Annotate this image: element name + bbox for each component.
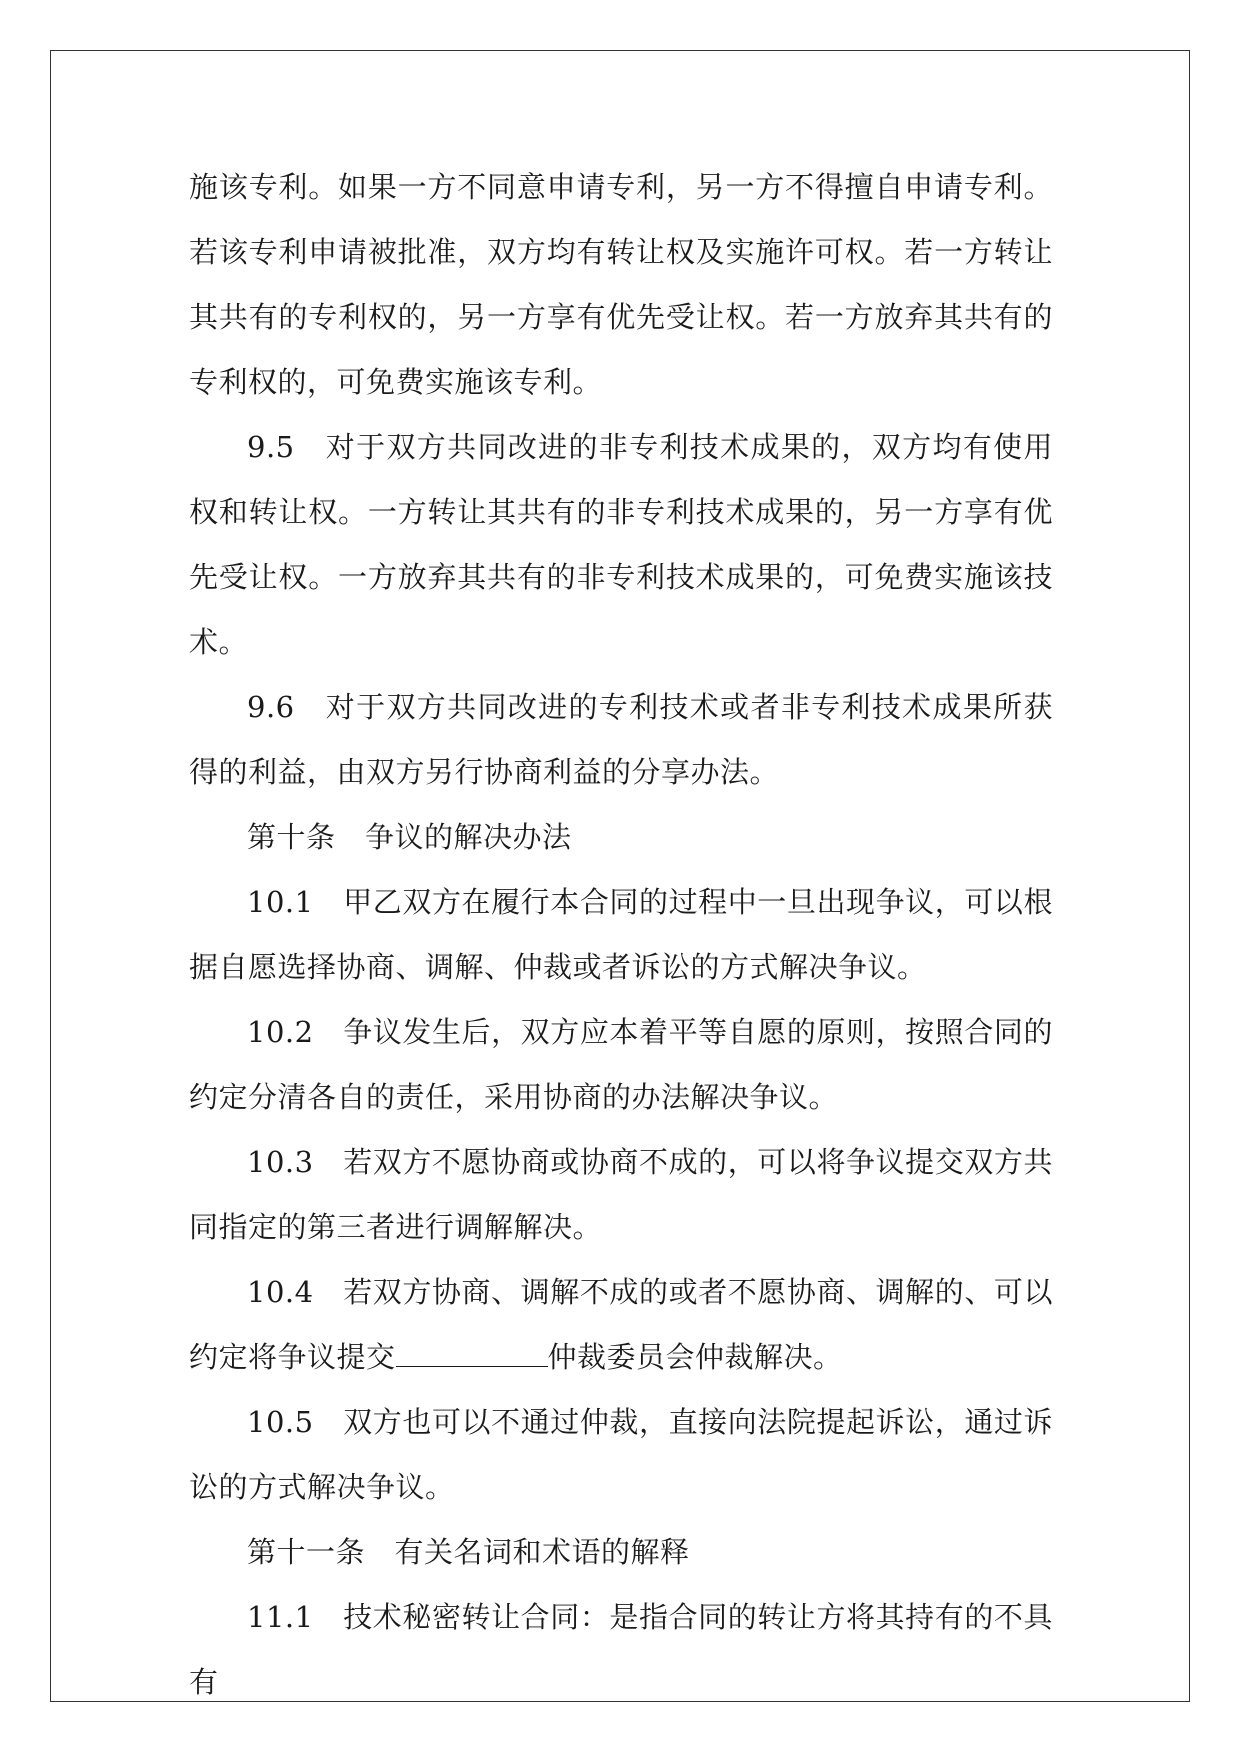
clause-9-6: 9.6 对于双方共同改进的专利技术或者非专利技术成果所获得的利益，由双方另行协商利益的分享办法。 [189,690,1053,789]
document-body [189,155,1053,1715]
article-10-heading: 第十条 争议的解决办法 [247,820,572,854]
clause-10-4-after: 仲裁委员会仲裁解决。 [547,1340,843,1374]
fill-in-blank [396,1344,548,1367]
clause-10-4-before: 10.4 若双方协商、调解不成的或者不愿协商、调解的、可以约定将争议提交 [189,1275,1053,1374]
clause-10-1: 10.1 甲乙双方在履行本合同的过程中一旦出现争议，可以根据自愿选择协商、调解、仲裁或者诉讼的方式解决争议。 [189,885,1053,984]
paragraph-continuation: 施该专利。如果一方不同意申请专利，另一方不得擅自申请专利。若该专利申请被批准，双方均有转让权及实施许可权。若一方转让其共有的专利权的，另一方享有优先受让权。若一方放弃其共有的专利权的，可免费实施该专利。 [189,170,1053,399]
clause-10-4 [189,1260,1053,1390]
clause-10-2: 10.2 争议发生后，双方应本着平等自愿的原则，按照合同的约定分清各自的责任，采用协商的办法解决争议。 [189,1015,1053,1114]
clause-11-1: 11.1 技术秘密转让合同：是指合同的转让方将其持有的不具有 [189,1600,1053,1699]
article-11-heading: 第十一条 有关名词和术语的解释 [247,1535,690,1569]
clause-10-3: 10.3 若双方不愿协商或协商不成的，可以将争议提交双方共同指定的第三者进行调解解决。 [189,1145,1053,1244]
clause-9-5: 9.5 对于双方共同改进的非专利技术成果的，双方均有使用权和转让权。一方转让其共有的非专利技术成果的，另一方享有优先受让权。一方放弃其共有的非专利技术成果的，可免费实施该技术。 [189,430,1053,659]
clause-10-5: 10.5 双方也可以不通过仲裁，直接向法院提起诉讼，通过诉讼的方式解决争议。 [189,1405,1053,1504]
